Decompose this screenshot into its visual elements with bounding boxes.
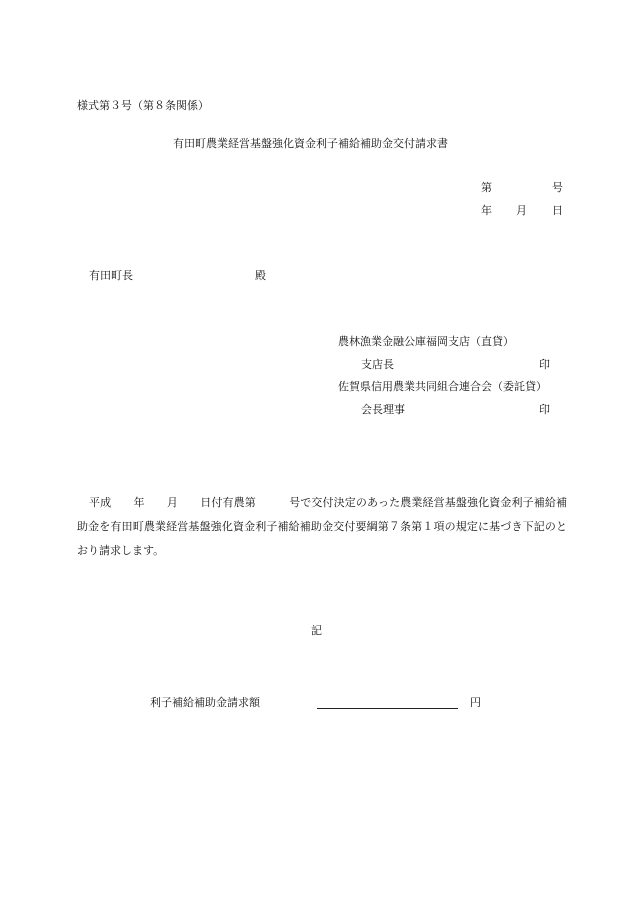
document-title: 有田町農業経営基盤強化資金利子補給補助金交付請求書 — [173, 137, 448, 150]
seal-mark-1: 印 — [539, 358, 550, 371]
date-month: 月 — [516, 204, 527, 217]
claim-amount-label: 利子補給補助金請求額 — [150, 696, 260, 709]
applicant-title-1: 支店長 — [361, 358, 394, 371]
date-day: 日 — [552, 204, 563, 217]
addressee-honorific: 殿 — [255, 269, 266, 282]
applicant-org-1: 農林漁業金融公庫福岡支店（直貸） — [338, 335, 514, 348]
applicant-title-2: 会長理事 — [361, 403, 405, 416]
form-number: 様式第３号（第８条関係） — [77, 99, 209, 112]
body-paragraph: 平成 年 月 日付有農第 号で交付決定のあった農業経営基盤強化資金利子補給補助金を有田町農業経営基盤強化資金利子補給補助金交付要綱第７条第１項の規定に基づき下記のとおり請求します。 — [77, 496, 567, 557]
doc-number-prefix: 第 — [481, 181, 492, 194]
seal-mark-2: 印 — [539, 403, 550, 416]
addressee-name: 有田町長 — [89, 269, 133, 282]
applicant-org-2: 佐賀県信用農業共同組合連合会（委託貸） — [338, 380, 547, 393]
claim-amount-unit: 円 — [470, 696, 481, 709]
doc-number-suffix: 号 — [552, 181, 563, 194]
ki-heading: 記 — [311, 624, 322, 637]
claim-amount-line — [317, 708, 458, 709]
date-year: 年 — [481, 204, 492, 217]
